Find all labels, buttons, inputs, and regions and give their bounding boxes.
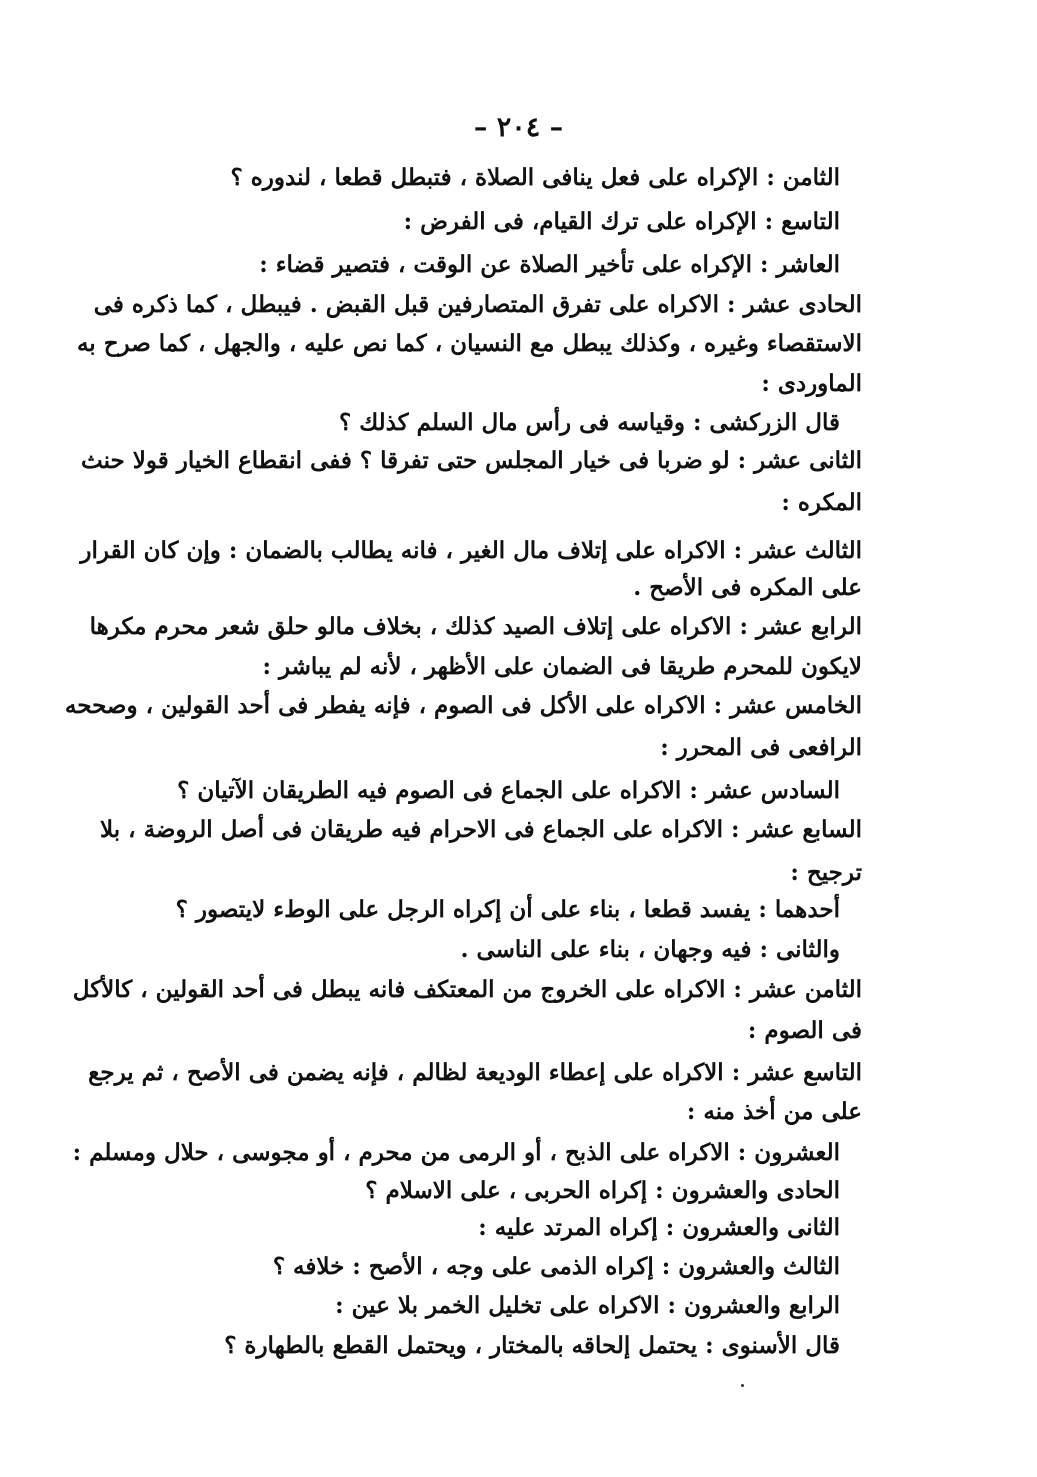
text-line: والثانى : فيه وجهان ، بناء على الناسى . <box>460 936 840 963</box>
text-line: على المكره فى الأصح . <box>633 574 862 601</box>
text-line: الثامن عشر : الاكراه على الخروج من المعتكف فانه يبطل فى أحد القولين ، كالأكل <box>72 976 862 1003</box>
text-line: الثالث والعشرون : إكراه الذمى على وجه ، الأصح : خلافه ؟ <box>272 1253 840 1280</box>
text-line: الخامس عشر : الاكراه على الأكل فى الصوم ، فإنه يفطر فى أحد القولين ، وصححه <box>64 692 862 719</box>
text-line: قال الزركشى : وقياسه فى رأس مال السلم كذلك ؟ <box>339 409 840 436</box>
text-line: الرابع والعشرون : الاكراه على تخليل الخمر بلا عين : <box>335 1292 840 1319</box>
text-line: الثالث عشر : الاكراه على إتلاف مال الغير ، فانه يطالب بالضمان : وإن كان القرار <box>80 537 862 564</box>
text-line: الثانى عشر : لو ضربا فى خيار المجلس حتى تفرقا ؟ ففى انقطاع الخيار قولا حنث <box>80 447 862 474</box>
text-line: الرافعى فى المحرر : <box>660 734 862 761</box>
text-line: الماوردى : <box>761 370 862 397</box>
text-line: ترجيح : <box>790 859 862 886</box>
text-line: الاستقصاء وغيره ، وكذلك يبطل مع النسيان ، كما نص عليه ، والجهل ، كما صرح به <box>76 330 862 357</box>
text-line: على من أخذ منه : <box>686 1098 862 1125</box>
text-line: السادس عشر : الاكراه على الجماع فى الصوم فيه الطريقان الآتيان ؟ <box>177 777 840 804</box>
text-line: المكره : <box>781 489 862 516</box>
text-line: التاسع : الإكراه على ترك القيام، فى الفرض : <box>403 208 840 235</box>
text-line: فى الصوم : <box>747 1017 862 1044</box>
text-line: السابع عشر : الاكراه على الجماع فى الاحرام فيه طريقان فى أصل الروضة ، بلا <box>100 816 862 843</box>
text-line: الثانى والعشرون : إكراه المرتد عليه : <box>478 1214 840 1241</box>
page-number: – ٢٠٤ – <box>473 112 564 143</box>
text-line: الرابع عشر : الاكراه على إتلاف الصيد كذلك ، بخلاف مالو حلق شعر محرم مكرها <box>89 613 862 640</box>
text-line: الحادى عشر : الاكراه على تفرق المتصارفين قبل القبض . فيبطل ، كما ذكره فى <box>93 291 862 318</box>
text-line: أحدهما : يفسد قطعا ، بناء على أن إكراه الرجل على الوطء لايتصور ؟ <box>175 896 840 923</box>
text-line: الثامن : الإكراه على فعل ينافى الصلاة ، فتبطل قطعا ، لندوره ؟ <box>230 164 840 191</box>
text-line: لايكون للمحرم طريقا فى الضمان على الأظهر ، لأنه لم يباشر : <box>262 653 862 680</box>
text-line: الحادى والعشرون : إكراه الحربى ، على الاسلام ؟ <box>365 1177 840 1204</box>
ink-speck <box>741 1384 744 1387</box>
text-line: العشرون : الاكراه على الذبح ، أو الرمى من محرم ، أو مجوسى ، حلال ومسلم : <box>72 1139 840 1166</box>
text-line: قال الأسنوى : يحتمل إلحاقه بالمختار ، ويحتمل القطع بالطهارة ؟ <box>224 1332 840 1359</box>
text-line: التاسع عشر : الاكراه على إعطاء الوديعة لظالم ، فإنه يضمن فى الأصح ، ثم يرجع <box>88 1059 862 1086</box>
text-line: العاشر : الإكراه على تأخير الصلاة عن الوقت ، فتصير قضاء : <box>259 251 840 278</box>
